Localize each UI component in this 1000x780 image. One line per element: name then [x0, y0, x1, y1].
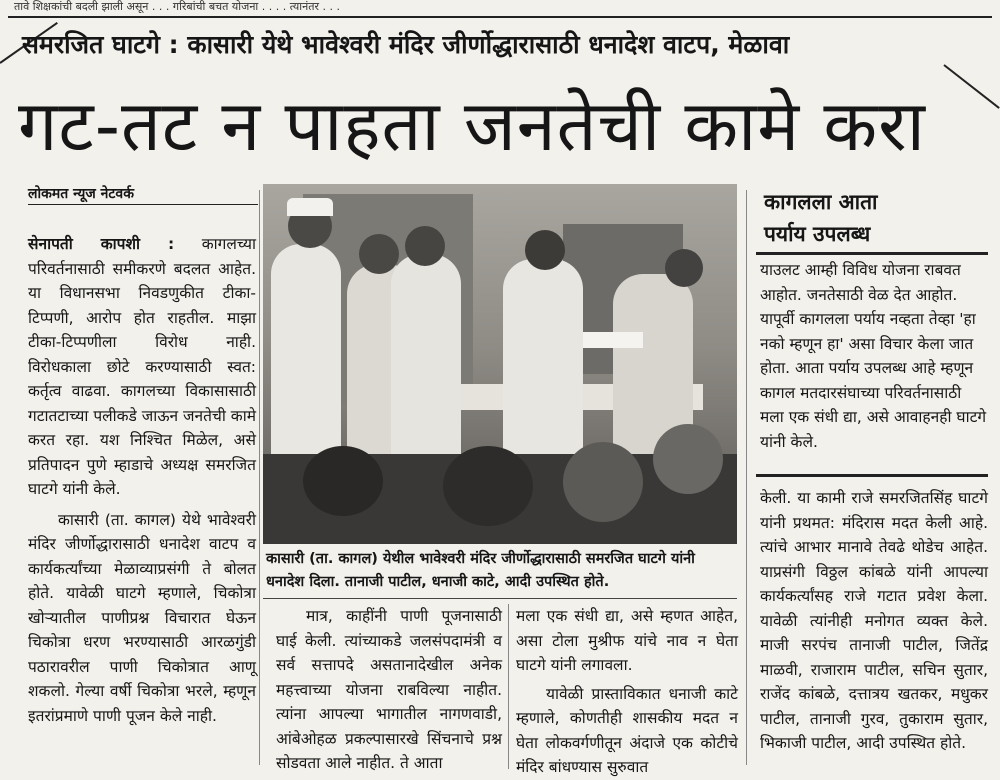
- column-2-text: मात्र, काहींनी पाणी पूजनासाठी घाई केली. त्यांच्याकडे जलसंपदामंत्री व सर्व सत्तापदे असतानादेखील अनेक महत्त्वाच्या योजना राबविल्या नाहीत. त्यांना आपल्या भागातील नागणवाडी, आंबेओहळ प्रकल्पासारखे सिंचनाचे प्रश्न सोडवता आले नाहीत. ते आता: [276, 607, 502, 772]
- article-column-1: [28, 232, 256, 728]
- sidebox-title: [764, 186, 984, 250]
- top-rule: [8, 16, 992, 18]
- column-4-text: केली. या कामी राजे समरजितसिंह घाटगे यांनी प्रथमत: मंदिरास मदत केली आहे. त्यांचे आभार मानावे तेवढे थोडेच आहेत. याप्रसंगी विठ्ठल कांबळे यांनी आपल्या कार्यकर्त्यांसह राजे गटात प्रवेश केला. यावेळी त्यांनीही मनोगत व्यक्त केले. माजी सरपंच तानाजी पाटील, जितेंद्र माळवी, राजाराम पाटील, सचिन सुतार, राजेंद कांबळे, दत्तात्रय खतकर, मधुकर पाटील, तानाजी गुरव, तुकाराम सुतार, भिकाजी पाटील, आदी उपस्थित होते.: [760, 489, 988, 752]
- photo-caption: कासारी (ता. कागल) येथील भावेश्वरी मंदिर जीर्णोद्धारासाठी समरजित घाटगे यांनी धनादेश दिला. तानाजी पाटील, धनाजी काटे, आदी उपस्थित होते.: [266, 551, 695, 590]
- sidebox-title-line-2: पर्याय उपलब्ध: [764, 222, 871, 246]
- paragraph-1: [28, 232, 256, 502]
- caption-rule: [263, 598, 737, 599]
- column-divider: [259, 190, 260, 765]
- dateline: सेनापती कापशी :: [28, 235, 175, 253]
- column-3-paragraph-2: यावेळी प्रास्ताविकात धनाजी काटे म्हणाले, कोणतीही शासकीय मदत न घेता लोकवर्गणीतून अंदाजे एक कोटीचे मंदिर बांधण्यास सुरुवात: [516, 684, 738, 776]
- sidebox-body: याउलट आम्ही विविध योजना राबवत आहोत. जनतेसाठी वेळ देत आहोत. यापूर्वी कागलला पर्याय नव्हता तेव्हा 'हा नको म्हणून हा' असा विचार केला जात होता. आता पर्याय उपलब्ध आहे म्हणून कागल मतदारसंघाच्या परिवर्तनासाठी मला एक संधी द्या, असे आवाहनही घाटगे यांनी केले.: [760, 261, 987, 451]
- sidebox-title-line-1: कागलला आता: [764, 190, 878, 214]
- article-headline: गट-तट न पाहता जनतेची कामे करा: [18, 85, 926, 167]
- sidebox-rule: [756, 252, 988, 255]
- article-column-3: [516, 604, 738, 780]
- sidebox-end-rule: [756, 474, 988, 477]
- column-divider-2: [508, 604, 509, 769]
- paragraph-2: कासारी (ता. कागल) येथे भावेश्वरी मंदिर जीर्णोद्धारासाठी धनादेश वाटप व कार्यकर्त्यांच्या मेळाव्याप्रसंगी ते बोलत होते. यावेळी घाटगे म्हणाले, चिकोत्रा खोऱ्यातील पाणीप्रश्न विचारात घेऊन चिकोत्रा धरण भरण्यासाठी आरळगुंडी पठारावरील पाणी चिकोत्रात आणू शकलो. गेल्या वर्षी चिकोत्रा भरले, म्हणून इतरांप्रमाणे पाणी पूजन केले नाही.: [28, 510, 256, 725]
- byline: लोकमत न्यूज नेटवर्क: [28, 184, 258, 205]
- previous-article-strip: तावे शिक्षकांची बदली झाली असून . . . गरिबांची बचत योजना . . . . त्यानंतर . . .: [14, 0, 341, 13]
- column-divider-3: [746, 190, 747, 765]
- article-photo: [263, 184, 737, 544]
- article-column-4: [760, 486, 988, 756]
- article-column-2: [276, 604, 502, 776]
- paragraph-1-text: कागलच्या परिवर्तनासाठी समीकरणे बदलत आहेत. या विधानसभा निवडणुकीत टीका-टिप्पणी, आरोप होत राहतील. माझा टीका-टिप्पणीला विरोध नाही. विरोधकाला छोटे करण्यासाठी स्वत: कर्तृत्व वाढवा. कागलच्या विकासासाठी गटातटाच्या पलीकडे जाऊन जनतेची कामे करत रहा. यश निश्चित मिळेल, असे प्रतिपादन पुणे म्हाडाचे अध्यक्ष समरजित घाटगे यांनी केले.: [28, 235, 256, 498]
- column-3-text: मला एक संधी द्या, असे म्हणत आहेत, असा टोला मुश्रीफ यांचे नाव न घेता घाटगे यांनी लगावला.: [516, 607, 738, 674]
- article-subheadline: समरजित घाटगे : कासारी येथे भावेश्वरी मंदिर जीर्णोद्धारासाठी धनादेश वाटप, मेळावा: [22, 30, 790, 59]
